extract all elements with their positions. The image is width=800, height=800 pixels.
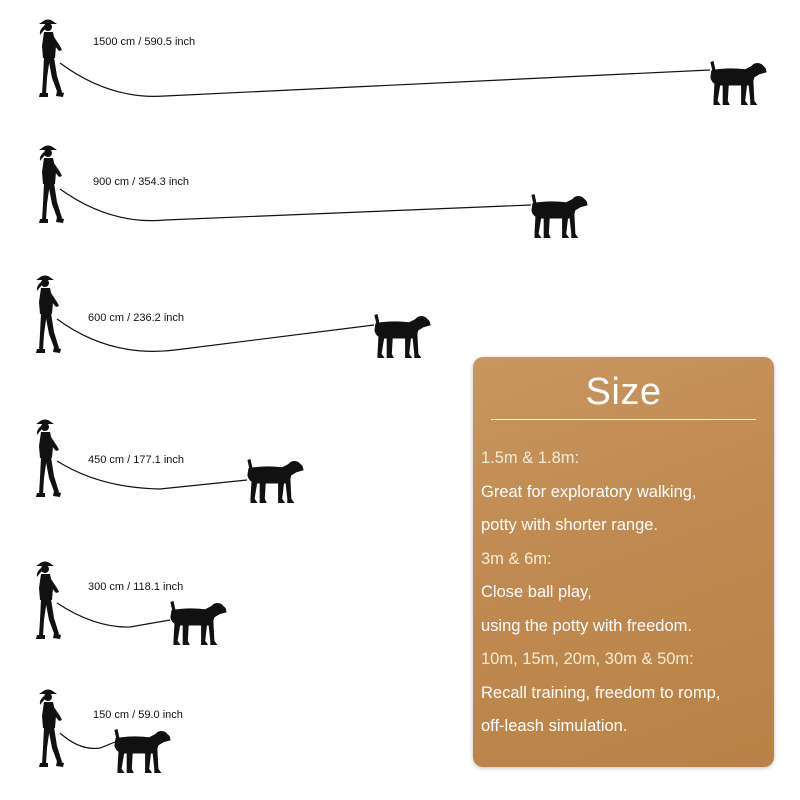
- size-group-heading: 3m & 6m:: [481, 549, 552, 568]
- length-label: 450 cm / 177.1 inch: [88, 454, 185, 466]
- leash-row: [39, 20, 767, 105]
- leash-line: [60, 733, 115, 748]
- size-description-line: Recall training, freedom to romp,: [481, 683, 721, 702]
- person-walking-icon: [36, 562, 61, 640]
- length-label: 900 cm / 354.3 inch: [93, 176, 190, 188]
- size-description-list: [481, 442, 768, 744]
- card-title: Size: [585, 371, 662, 413]
- size-description-line: Close ball play,: [481, 583, 592, 601]
- length-label: 1500 cm / 590.5 inch: [93, 36, 196, 48]
- size-description-line: Great for exploratory walking,: [481, 482, 697, 501]
- size-info-card: [473, 357, 774, 767]
- dog-icon: [247, 459, 303, 503]
- person-walking-icon: [36, 276, 61, 354]
- leash-row: [36, 276, 431, 358]
- size-description-line: potty with shorter range.: [481, 516, 659, 534]
- leash-row: [39, 146, 588, 238]
- dog-icon: [531, 194, 587, 238]
- leash-line: [60, 63, 710, 96]
- title-divider: [491, 419, 756, 420]
- person-walking-icon: [39, 690, 64, 768]
- dog-icon: [170, 601, 226, 645]
- size-description-line: off-leash simulation.: [481, 717, 628, 735]
- dog-icon: [114, 729, 170, 773]
- person-walking-icon: [36, 420, 61, 498]
- size-group-heading: 10m, 15m, 20m, 30m & 50m:: [481, 650, 694, 668]
- person-walking-icon: [39, 146, 64, 224]
- length-label: 150 cm / 59.0 inch: [93, 709, 183, 721]
- length-label: 300 cm / 118.1 inch: [88, 581, 184, 593]
- leash-row: [36, 420, 304, 503]
- size-group-heading: 1.5m & 1.8m:: [481, 449, 580, 467]
- dog-icon: [710, 61, 766, 105]
- leash-line: [60, 189, 531, 221]
- dog-icon: [374, 314, 430, 358]
- leash-row: [36, 562, 227, 645]
- length-label: 600 cm / 236.2 inch: [88, 312, 185, 324]
- size-description-line: using the potty with freedom.: [481, 616, 692, 635]
- leash-line: [57, 603, 170, 627]
- leash-row: [39, 690, 183, 773]
- person-walking-icon: [39, 20, 64, 98]
